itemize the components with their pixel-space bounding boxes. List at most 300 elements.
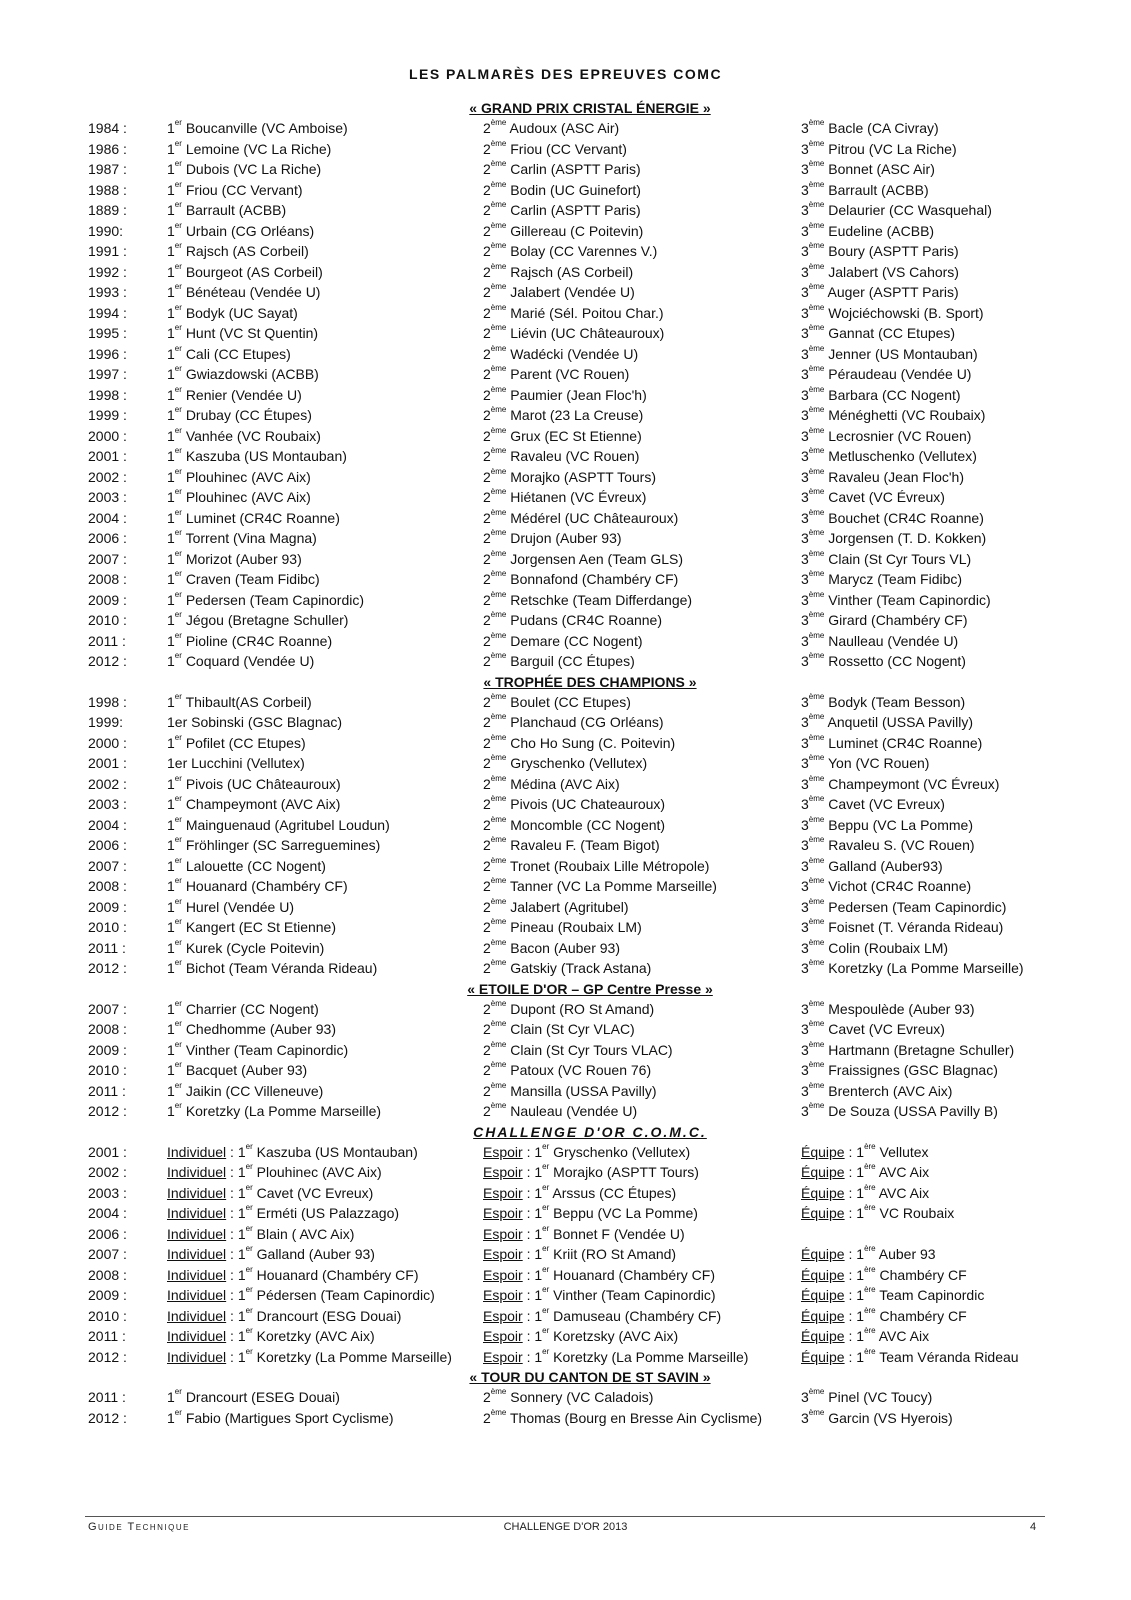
first-place [167, 221, 314, 242]
rider-name: Gatskiy (Track Astana) [510, 960, 652, 976]
category-label: Individuel [167, 1164, 227, 1180]
rider-name: Dubois (VC La Riche) [185, 161, 322, 177]
year: 2009 : [88, 591, 127, 608]
rank-number: 3 [801, 1389, 809, 1405]
rank-suffix: ère [864, 1182, 876, 1192]
first-place [167, 897, 294, 918]
rank-suffix: ème [808, 1387, 825, 1397]
category-label: Individuel [167, 1266, 227, 1283]
year: 2012 : [88, 1409, 127, 1426]
year: 1991 : [88, 243, 127, 259]
rank-suffix: ème [490, 548, 507, 558]
second-place [483, 159, 641, 180]
rider-name: Carlin (ASPTT Paris) [510, 202, 641, 218]
rank-number: 2 [483, 1021, 491, 1037]
rank-number: 3 [801, 202, 809, 218]
rank-number: 1 [167, 284, 175, 300]
rank-suffix: ème [490, 855, 507, 865]
third-place [801, 815, 973, 836]
rank-number: 2 [483, 653, 491, 669]
rank-prefix: : 1 [230, 1307, 246, 1324]
rank-suffix: er [245, 1264, 253, 1274]
result-row [88, 938, 1068, 959]
rank-suffix: er [174, 589, 182, 599]
rider-name: Bacquet (Auber 93) [185, 1062, 308, 1078]
rank-number: 2 [483, 386, 491, 403]
first-place [167, 241, 309, 262]
rank-number: 1 [167, 1041, 175, 1058]
rank-number: 2 [483, 1103, 491, 1119]
rank-suffix: ème [808, 364, 825, 374]
third-place [801, 1019, 945, 1040]
rank-suffix: ème [808, 589, 825, 599]
second-place [483, 323, 664, 344]
winner-name: AVC Aix [878, 1164, 930, 1180]
third-place [801, 938, 948, 959]
rider-name: Luminet (CR4C Roanne) [828, 734, 983, 751]
rider-name: Garcin (VS Hyerois) [828, 1409, 953, 1426]
rider-name: Hiétanen (VC Évreux) [510, 489, 647, 505]
rider-name: Clain (St Cyr Tours VL) [828, 550, 972, 567]
rider-name: Drujon (Auber 93) [510, 530, 622, 546]
winner-name: Damuseau (Chambéry CF) [553, 1307, 722, 1324]
rank-number: 2 [483, 202, 491, 218]
category-label: Espoir [483, 1348, 523, 1365]
rider-name: Lucchini (Vellutex) [191, 755, 305, 771]
rider-name: Vanhée (VC Roubaix) [185, 427, 321, 444]
rider-name: Fraissignes (GSC Blagnac) [828, 1062, 998, 1078]
rider-name: Jégou (Bretagne Schuller) [185, 612, 349, 628]
category-label: Équipe [801, 1143, 845, 1160]
rider-name: Boucanville (VC Amboise) [185, 120, 348, 136]
rider-name: Foisnet (T. Véranda Rideau) [828, 919, 1004, 935]
rank-number: 2 [483, 366, 491, 382]
rank-suffix: er [174, 302, 182, 312]
second-place [483, 631, 643, 652]
rider-name: Ravaleu (Jean Floc'h) [828, 468, 964, 485]
year: 1996 : [88, 345, 127, 362]
category-label: Équipe [801, 1348, 845, 1365]
winner-name: Kriit (RO St Amand) [553, 1246, 677, 1262]
rank-number: 3 [801, 571, 809, 587]
category-label: Espoir [483, 1164, 523, 1180]
result-row [88, 753, 1068, 774]
rank-suffix: ème [490, 179, 507, 189]
result-row [88, 405, 1068, 426]
rank-number: 3 [801, 1409, 809, 1426]
winner-name: Pédersen (Team Capinordic) [256, 1287, 435, 1303]
rank-suffix: er [245, 1285, 253, 1295]
rank-suffix: ème [490, 405, 507, 415]
rider-name: Champeymont (AVC Aix) [185, 796, 341, 812]
rank-prefix: : 1 [526, 1205, 543, 1221]
category-label: Espoir [483, 1266, 523, 1283]
team-winner [801, 1142, 929, 1163]
rank-number: 3 [801, 509, 809, 526]
first-place [167, 590, 364, 611]
result-row [88, 774, 1068, 795]
result-row [88, 569, 1068, 590]
rider-name: Girard (Chambéry CF) [828, 612, 968, 628]
year: 2009 : [88, 1041, 127, 1058]
third-place [801, 692, 965, 713]
year: 2006 : [88, 837, 127, 853]
rank-suffix: er [542, 1162, 550, 1172]
result-row [88, 323, 1068, 344]
result-row [88, 1019, 1068, 1040]
rider-name: Rajsch (AS Corbeil) [185, 243, 309, 259]
rank-suffix: ème [808, 405, 825, 415]
rank-number: 1 [167, 304, 175, 321]
rider-name: Pinel (VC Toucy) [828, 1389, 933, 1405]
rank-prefix: : 1 [230, 1287, 246, 1303]
second-place [483, 487, 646, 508]
rank-suffix: ère [864, 1264, 876, 1274]
year: 2002 : [88, 1164, 127, 1180]
rank-suffix: er [542, 1346, 550, 1356]
rider-name: Barbara (CC Nogent) [828, 386, 961, 403]
rider-name: Craven (Team Fidibc) [185, 571, 320, 587]
rank-number: 3 [801, 140, 809, 157]
third-place [801, 323, 955, 344]
year: 1997 : [88, 366, 127, 382]
second-place [483, 1081, 657, 1102]
rank-suffix: er [542, 1223, 550, 1233]
rank-number: 1 [167, 653, 175, 669]
rank-number: 3 [801, 612, 809, 628]
rank-number: 3 [801, 755, 809, 771]
third-place [801, 221, 934, 242]
rider-name: Jaikin (CC Villeneuve) [185, 1082, 324, 1099]
year: 2009 : [88, 898, 127, 915]
result-row [88, 528, 1068, 549]
result-row [88, 651, 1068, 672]
second-place [483, 549, 683, 570]
rank-number: 3 [801, 1062, 809, 1078]
rank-number: 2 [483, 1062, 491, 1078]
winner-name: Plouhinec (AVC Aix) [256, 1164, 382, 1180]
rider-name: Pofilet (CC Etupes) [185, 734, 306, 751]
rank-number: 2 [483, 243, 491, 259]
first-place [167, 282, 320, 303]
section-title: CHALLENGE D'OR C.O.M.C. [473, 1123, 707, 1140]
rank-number: 2 [483, 407, 491, 423]
rank-suffix: ème [490, 958, 507, 968]
rank-suffix: er [174, 528, 182, 538]
result-row [88, 1265, 1068, 1286]
rank-number: 3 [801, 386, 809, 403]
rank-prefix: : 1 [526, 1328, 543, 1344]
rank-suffix: er [174, 241, 182, 251]
rank-suffix: er [174, 159, 182, 169]
first-place [167, 528, 317, 549]
rider-name: Gryschenko (Vellutex) [510, 755, 648, 771]
rider-name: Médina (AVC Aix) [510, 775, 620, 792]
espoir-winner [483, 1285, 716, 1306]
year: 1992 : [88, 263, 127, 280]
category-label: Équipe [801, 1164, 845, 1180]
rank-suffix: ème [808, 1060, 825, 1070]
first-place [167, 917, 336, 938]
winner-name: Houanard (Chambéry CF) [553, 1266, 716, 1283]
category-label: Équipe [801, 1328, 845, 1344]
rider-name: Pineau (Roubaix LM) [510, 919, 642, 935]
rank-prefix: : 1 [230, 1205, 246, 1221]
rank-suffix: er [174, 282, 182, 292]
individual-winner [167, 1265, 418, 1286]
rank-prefix: : 1 [526, 1184, 543, 1201]
rider-name: Hunt (VC St Quentin) [185, 325, 319, 341]
rank-number: 3 [801, 304, 809, 321]
rank-suffix: er [174, 630, 182, 640]
rank-number: 3 [801, 366, 809, 382]
second-place [483, 712, 664, 733]
third-place [801, 426, 971, 447]
third-place [801, 405, 985, 426]
second-place [483, 508, 678, 529]
rank-number: 2 [483, 509, 491, 526]
rider-name: Koretzky (La Pomme Marseille) [185, 1103, 382, 1119]
rider-name: Brenterch (AVC Aix) [828, 1082, 953, 1099]
rider-name: Mansilla (USSA Pavilly) [510, 1082, 657, 1099]
second-place [483, 221, 643, 242]
category-label: Équipe [801, 1205, 845, 1221]
category-label: Équipe [801, 1184, 845, 1201]
rank-number: 1 [167, 325, 175, 341]
rank-number: 2 [483, 571, 491, 587]
rank-number: 1 [167, 591, 175, 608]
result-row [88, 1224, 1068, 1245]
rank-suffix: ème [808, 138, 825, 148]
rider-name: Gannat (CC Etupes) [828, 325, 956, 341]
rank-suffix: ère [864, 1203, 876, 1213]
rider-name: Marié (Sél. Poitou Char.) [510, 304, 664, 321]
rank-suffix: ème [490, 773, 507, 783]
rank-suffix: er [174, 487, 182, 497]
rank-suffix: ème [808, 446, 825, 456]
rank-number: 1 [167, 1389, 175, 1405]
result-row [88, 1101, 1068, 1122]
second-place [483, 303, 664, 324]
individual-winner [167, 1285, 435, 1306]
year: 2012 : [88, 1103, 127, 1119]
year: 2004 : [88, 1205, 127, 1221]
rank-number: 2 [483, 530, 491, 546]
winner-name: Blain ( AVC Aix) [256, 1225, 355, 1242]
result-row [88, 118, 1068, 139]
team-winner [801, 1244, 936, 1265]
rider-name: Naulleau (Vendée U) [828, 632, 959, 649]
rank-number: 2 [483, 734, 491, 751]
rider-name: Barrault (ACBB) [185, 202, 287, 218]
rider-name: Marycz (Team Fidibc) [828, 571, 963, 587]
rank-suffix: ème [490, 446, 507, 456]
rank-number: 1 [167, 919, 175, 935]
rank-suffix: ème [808, 241, 825, 251]
rider-name: Chedhomme (Auber 93) [185, 1021, 336, 1037]
rider-name: Ravaleu F. (Team Bigot) [510, 837, 660, 853]
third-place [801, 1101, 998, 1122]
individual-winner [167, 1203, 399, 1224]
year: 2006 : [88, 530, 127, 546]
rider-name: Nauleau (Vendée U) [510, 1103, 638, 1119]
result-row [88, 1060, 1068, 1081]
rank-number: 2 [483, 775, 491, 792]
first-place [167, 549, 302, 570]
rank-number: 2 [483, 919, 491, 935]
rank-prefix: : 1 [848, 1266, 865, 1283]
category-label: Espoir [483, 1328, 523, 1344]
section-title: « GRAND PRIX CRISTAL ÉNERGIE » [469, 100, 711, 116]
result-row [88, 958, 1068, 979]
third-place [801, 753, 929, 774]
result-row [88, 1347, 1068, 1368]
rank-number: 3 [801, 796, 809, 812]
rank-suffix: ème [808, 384, 825, 394]
rank-number: 3 [801, 816, 809, 833]
rank-number: 1 [167, 550, 175, 567]
year: 1984 : [88, 120, 127, 136]
rank-suffix: ème [490, 261, 507, 271]
year: 2007 : [88, 1246, 127, 1262]
rank-suffix: ème [490, 466, 507, 476]
espoir-winner [483, 1162, 699, 1183]
result-row [88, 426, 1068, 447]
rider-name: Bénéteau (Vendée U) [185, 284, 321, 300]
rank-suffix: ème [490, 1387, 507, 1397]
second-place [483, 897, 629, 918]
rider-name: Jorgensen (T. D. Kokken) [828, 530, 987, 546]
year: 2008 : [88, 878, 127, 894]
second-place [483, 344, 638, 365]
result-row [88, 139, 1068, 160]
first-place [167, 1101, 381, 1122]
rider-name: Paumier (Jean Floc'h) [510, 386, 647, 403]
rank-prefix: : 1 [526, 1266, 543, 1283]
rank-prefix: : 1 [526, 1348, 543, 1365]
third-place [801, 241, 959, 262]
winner-name: AVC Aix [878, 1328, 930, 1344]
rank-number: 1 [167, 1409, 175, 1426]
rank-suffix: ème [490, 138, 507, 148]
rank-suffix: ème [490, 589, 507, 599]
year: 2011 : [88, 1328, 126, 1344]
year: 2012 : [88, 1348, 127, 1365]
first-place [167, 159, 321, 180]
rank-number: 2 [483, 181, 491, 198]
rank-suffix: er [174, 179, 182, 189]
category-label: Équipe [801, 1287, 845, 1303]
third-place [801, 835, 975, 856]
third-place [801, 610, 968, 631]
rank-number: 3 [801, 1021, 809, 1037]
individual-winner [167, 1142, 418, 1163]
rider-name: Ravaleu S. (VC Rouen) [828, 837, 975, 853]
rider-name: Retschke (Team Differdange) [510, 591, 693, 608]
rank-number: 1 [167, 960, 175, 976]
rider-name: Bonnafond (Chambéry CF) [510, 571, 679, 587]
first-place [167, 958, 377, 979]
rank-suffix: ème [490, 998, 507, 1008]
rank-prefix: : 1 [848, 1287, 865, 1303]
first-place [167, 180, 303, 201]
rider-name: Friou (CC Vervant) [510, 140, 627, 157]
rank-suffix: ème [490, 1407, 507, 1417]
category-label: Équipe [801, 1266, 845, 1283]
rider-name: Parent (VC Rouen) [510, 366, 630, 382]
rank-number: 3 [801, 1103, 809, 1119]
team-winner [801, 1162, 929, 1183]
rank-number: 2 [483, 714, 491, 730]
result-row [88, 467, 1068, 488]
category-label: Individuel [167, 1184, 227, 1201]
rank-prefix: : 1 [848, 1246, 865, 1262]
second-place [483, 815, 665, 836]
result-row [88, 999, 1068, 1020]
second-place [483, 610, 662, 631]
espoir-winner [483, 1183, 676, 1204]
rider-name: Hartmann (Bretagne Schuller) [828, 1041, 1015, 1058]
rank-number: 1 [167, 386, 175, 403]
rank-suffix: ème [808, 998, 825, 1008]
rank-suffix: ème [490, 1080, 507, 1090]
third-place [801, 590, 991, 611]
rank-number: 1 [167, 263, 175, 280]
category-label: Individuel [167, 1287, 227, 1303]
third-place [801, 385, 961, 406]
document-title: LES PALMARÈS DES EPREUVES COMC [408, 66, 723, 82]
result-row [88, 487, 1068, 508]
second-place [483, 1040, 673, 1061]
rank-number: 3 [801, 653, 809, 669]
rider-name: Liévin (UC Châteauroux) [510, 325, 665, 341]
rank-number: 2 [483, 1082, 491, 1099]
winner-name: Bonnet F (Vendée U) [553, 1225, 685, 1242]
espoir-winner [483, 1224, 685, 1245]
result-row [88, 221, 1068, 242]
rank-number: 1 [167, 571, 175, 587]
category-label: Espoir [483, 1307, 523, 1324]
result-row [88, 303, 1068, 324]
rank-suffix: ème [808, 282, 825, 292]
rank-suffix: er [542, 1326, 550, 1336]
rank-number: 3 [801, 693, 809, 710]
year: 2002 : [88, 775, 127, 792]
first-place [167, 999, 319, 1020]
year: 2001 : [88, 755, 127, 771]
rider-name: Bodyk (Team Besson) [828, 693, 966, 710]
rank-number: 3 [801, 714, 809, 730]
rider-name: Pudans (CR4C Roanne) [510, 612, 662, 628]
result-row [88, 917, 1068, 938]
result-row [88, 815, 1068, 836]
rank-suffix: ème [490, 1039, 507, 1049]
third-place [801, 917, 1003, 938]
winner-name: Koretzky (La Pomme Marseille) [256, 1348, 452, 1365]
rank-prefix: : 1 [230, 1328, 246, 1344]
rank-suffix: ème [808, 1101, 825, 1111]
category-label: Individuel [167, 1328, 227, 1344]
rider-name: Anquetil (USSA Pavilly) [827, 714, 973, 730]
rank-suffix: er [542, 1305, 550, 1315]
rank-suffix: er [174, 1060, 182, 1070]
first-place [167, 364, 319, 385]
year: 2010 : [88, 919, 127, 935]
first-place [167, 118, 348, 139]
third-place [801, 262, 959, 283]
category-label: Espoir [483, 1143, 523, 1160]
rank-prefix: : 1 [230, 1225, 246, 1242]
